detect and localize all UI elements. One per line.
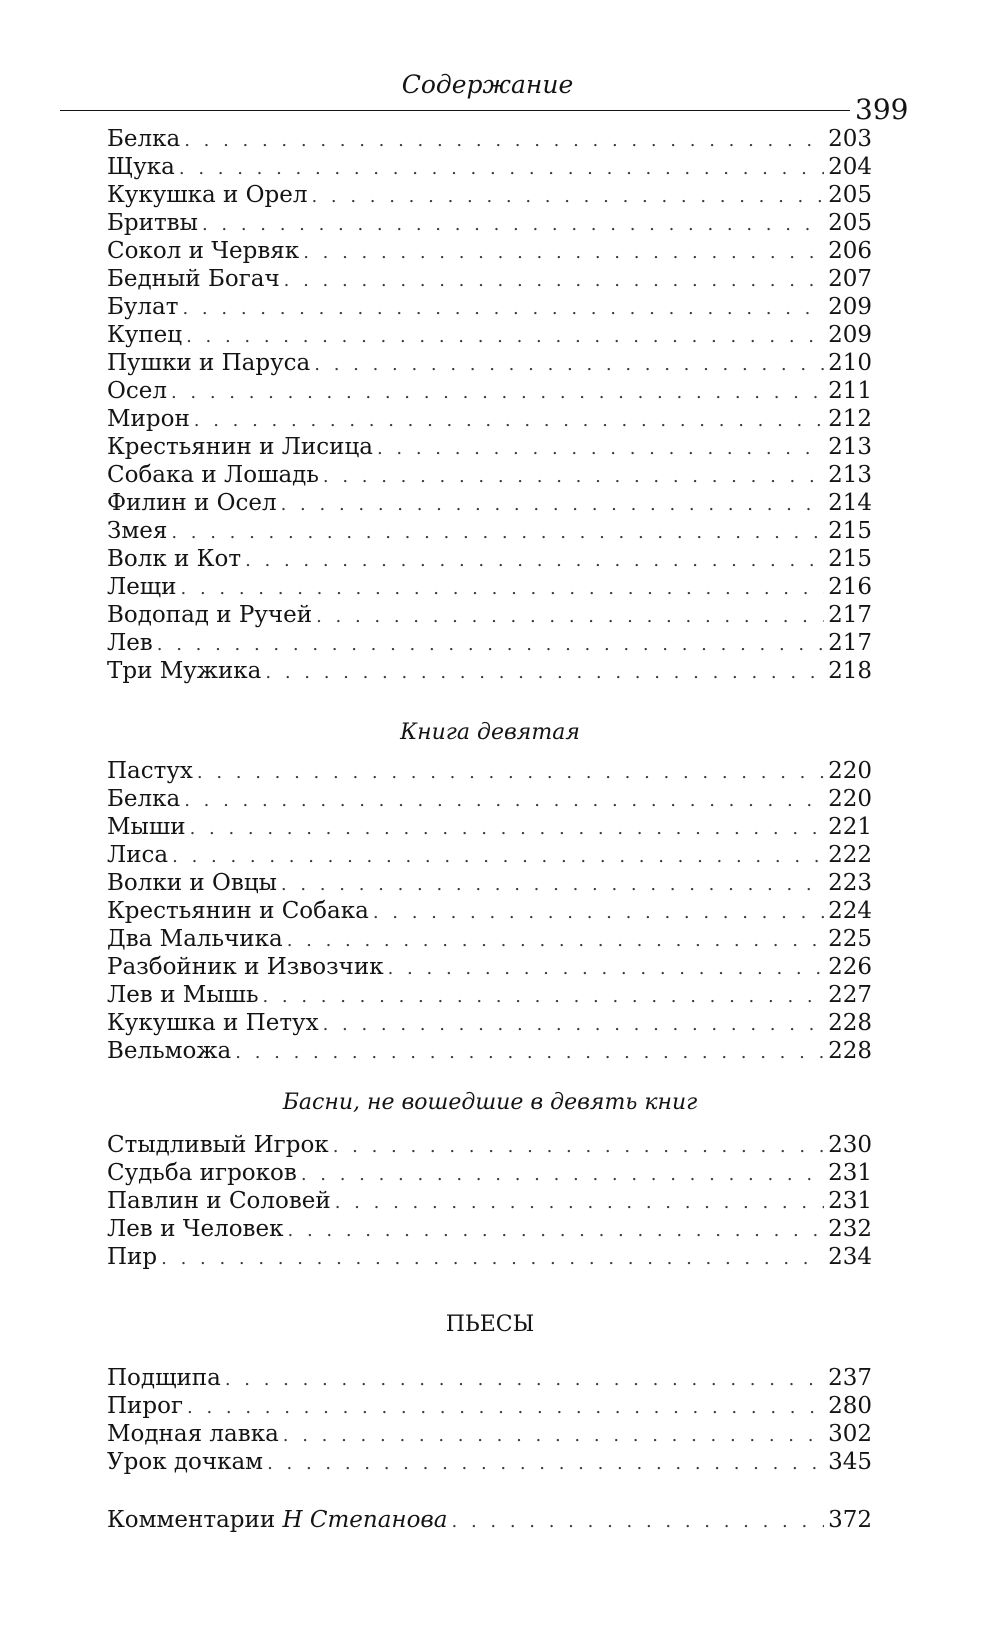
toc-entry bbox=[107, 757, 872, 785]
entry-title: Крестьянин и Собака bbox=[107, 898, 369, 924]
entry-title: Вельможа bbox=[107, 1038, 232, 1064]
entry-page: 218 bbox=[828, 658, 872, 684]
entry-page: 226 bbox=[828, 954, 872, 980]
entry-title: Пушки и Паруса bbox=[107, 350, 311, 376]
toc-section-book-eight bbox=[107, 125, 872, 685]
toc-entry bbox=[107, 321, 872, 349]
toc-entry bbox=[107, 433, 872, 461]
entry-page: 302 bbox=[828, 1421, 872, 1447]
entry-title: Стыдливый Игрок bbox=[107, 1132, 329, 1158]
toc-entry bbox=[107, 1392, 872, 1420]
entry-title: Два Мальчика bbox=[107, 926, 283, 952]
entry-title: Лев и Человек bbox=[107, 1216, 284, 1242]
dot-leader bbox=[316, 603, 824, 631]
section-heading-book-nine: Книга девятая bbox=[400, 720, 580, 745]
entry-page: 213 bbox=[828, 462, 872, 488]
entry-page: 237 bbox=[828, 1365, 872, 1391]
toc-entry bbox=[107, 601, 872, 629]
entry-page: 228 bbox=[828, 1010, 872, 1036]
entry-page: 213 bbox=[828, 434, 872, 460]
toc-entry bbox=[107, 461, 872, 489]
entry-page: 216 bbox=[828, 574, 872, 600]
toc-entry bbox=[107, 1364, 872, 1392]
entry-title: Мирон bbox=[107, 406, 190, 432]
entry-page: 210 bbox=[828, 350, 872, 376]
entry-page: 372 bbox=[828, 1507, 872, 1533]
dot-leader bbox=[190, 815, 825, 843]
entry-page: 215 bbox=[828, 518, 872, 544]
toc-entry bbox=[107, 377, 872, 405]
dot-leader bbox=[265, 659, 824, 687]
entry-title: Филин и Осел bbox=[107, 490, 277, 516]
dot-leader bbox=[161, 1245, 824, 1273]
dot-leader bbox=[281, 491, 824, 519]
dot-leader bbox=[181, 575, 825, 603]
dot-leader bbox=[184, 127, 824, 155]
dot-leader bbox=[184, 787, 824, 815]
dot-leader bbox=[171, 379, 824, 407]
toc-entry bbox=[107, 1187, 872, 1215]
entry-title: Три Мужика bbox=[107, 658, 262, 684]
entry-title: Мыши bbox=[107, 814, 186, 840]
entry-page: 225 bbox=[828, 926, 872, 952]
dot-leader bbox=[323, 463, 824, 491]
dot-leader bbox=[171, 519, 824, 547]
entry-title: Подщипа bbox=[107, 1365, 221, 1391]
entry-page: 280 bbox=[828, 1393, 872, 1419]
toc-entry bbox=[107, 1009, 872, 1037]
entry-title: Кукушка и Петух bbox=[107, 1010, 319, 1036]
entry-title: Белка bbox=[107, 126, 181, 152]
toc-entry bbox=[107, 1420, 872, 1448]
dot-leader bbox=[284, 267, 824, 295]
entry-title: Купец bbox=[107, 322, 183, 348]
entry-title: Сокол и Червяк bbox=[107, 238, 300, 264]
entry-title bbox=[107, 1506, 448, 1534]
entry-page: 217 bbox=[828, 602, 872, 628]
entry-title: Волки и Овцы bbox=[107, 870, 277, 896]
entry-title: Лиса bbox=[107, 842, 169, 868]
entry-title: Крестьянин и Лисица bbox=[107, 434, 373, 460]
entry-title: Белка bbox=[107, 786, 181, 812]
dot-leader bbox=[202, 211, 824, 239]
toc-entry bbox=[107, 657, 872, 685]
entry-title: Щука bbox=[107, 154, 175, 180]
running-title: Содержание bbox=[401, 70, 574, 99]
toc-entry bbox=[107, 405, 872, 433]
toc-entry bbox=[107, 489, 872, 517]
entry-title: Лев bbox=[107, 630, 153, 656]
entry-title: Пастух bbox=[107, 758, 193, 784]
dot-leader bbox=[283, 1422, 824, 1450]
dot-leader bbox=[301, 1161, 824, 1189]
commentary-author: Н Степанова bbox=[282, 1507, 448, 1533]
entry-title: Булат bbox=[107, 294, 179, 320]
entry-title: Волк и Кот bbox=[107, 546, 242, 572]
toc-entry bbox=[107, 629, 872, 657]
toc-entry bbox=[107, 349, 872, 377]
entry-title: Змея bbox=[107, 518, 168, 544]
entry-title: Пир bbox=[107, 1244, 158, 1270]
toc-entry bbox=[107, 897, 872, 925]
entry-page: 209 bbox=[828, 294, 872, 320]
dot-leader bbox=[179, 155, 824, 183]
toc-entry bbox=[107, 1037, 872, 1065]
toc-entry bbox=[107, 181, 872, 209]
entry-page: 220 bbox=[828, 758, 872, 784]
dot-leader bbox=[182, 295, 824, 323]
dot-leader bbox=[186, 323, 824, 351]
entry-title: Судьба игроков bbox=[107, 1160, 297, 1186]
entry-page: 228 bbox=[828, 1038, 872, 1064]
dot-leader bbox=[281, 871, 824, 899]
toc-entry bbox=[107, 517, 872, 545]
dot-leader bbox=[373, 899, 824, 927]
dot-leader bbox=[303, 239, 824, 267]
dot-leader bbox=[452, 1508, 825, 1536]
toc-entry bbox=[107, 841, 872, 869]
entry-page: 212 bbox=[828, 406, 872, 432]
entry-title: Собака и Лошадь bbox=[107, 462, 319, 488]
dot-leader bbox=[245, 547, 824, 575]
entry-page: 205 bbox=[828, 182, 872, 208]
toc-entry bbox=[107, 813, 872, 841]
entry-page: 206 bbox=[828, 238, 872, 264]
entry-page: 222 bbox=[828, 842, 872, 868]
entry-page: 214 bbox=[828, 490, 872, 516]
entry-page: 224 bbox=[828, 898, 872, 924]
entry-page: 211 bbox=[828, 378, 872, 404]
toc-section-fables-not-included bbox=[107, 1131, 872, 1271]
toc-entry bbox=[107, 125, 872, 153]
toc-entry bbox=[107, 545, 872, 573]
dot-leader bbox=[172, 843, 824, 871]
entry-page: 345 bbox=[828, 1449, 872, 1475]
entry-page: 230 bbox=[828, 1132, 872, 1158]
entry-page: 234 bbox=[828, 1244, 872, 1270]
entry-title: Павлин и Соловей bbox=[107, 1188, 331, 1214]
entry-page: 205 bbox=[828, 210, 872, 236]
entry-title: Лев и Мышь bbox=[107, 982, 259, 1008]
entry-page: 232 bbox=[828, 1216, 872, 1242]
entry-page: 220 bbox=[828, 786, 872, 812]
entry-page: 204 bbox=[828, 154, 872, 180]
entry-page: 207 bbox=[828, 266, 872, 292]
dot-leader bbox=[377, 435, 824, 463]
toc-entry bbox=[107, 1131, 872, 1159]
toc-entry bbox=[107, 265, 872, 293]
entry-page: 215 bbox=[828, 546, 872, 572]
dot-leader bbox=[287, 927, 824, 955]
dot-leader bbox=[235, 1039, 824, 1067]
entry-page: 231 bbox=[828, 1188, 872, 1214]
entry-title: Кукушка и Орел bbox=[107, 182, 308, 208]
toc-entry bbox=[107, 1448, 872, 1476]
entry-title: Бедный Богач bbox=[107, 266, 280, 292]
toc-entry bbox=[107, 785, 872, 813]
dot-leader bbox=[388, 955, 824, 983]
dot-leader bbox=[314, 351, 824, 379]
dot-leader bbox=[335, 1189, 824, 1217]
toc-entry bbox=[107, 869, 872, 897]
dot-leader bbox=[197, 759, 824, 787]
entry-title: Водопад и Ручей bbox=[107, 602, 313, 628]
toc-entry bbox=[107, 925, 872, 953]
header-rule bbox=[60, 110, 850, 111]
toc-entry bbox=[107, 237, 872, 265]
dot-leader bbox=[288, 1217, 825, 1245]
dot-leader bbox=[311, 183, 824, 211]
dot-leader bbox=[225, 1366, 824, 1394]
page-number: 399 bbox=[855, 93, 909, 126]
toc-entry bbox=[107, 1159, 872, 1187]
entry-page: 223 bbox=[828, 870, 872, 896]
entry-title: Лещи bbox=[107, 574, 177, 600]
entry-page: 221 bbox=[828, 814, 872, 840]
toc-section-commentary bbox=[107, 1506, 872, 1534]
section-heading-fables-not-included: Басни, не вошедшие в девять книг bbox=[282, 1090, 698, 1115]
entry-title: Бритвы bbox=[107, 210, 198, 236]
toc-entry bbox=[107, 953, 872, 981]
toc-entry bbox=[107, 573, 872, 601]
dot-leader bbox=[194, 407, 824, 435]
dot-leader bbox=[187, 1394, 824, 1422]
toc-section-book-nine bbox=[107, 757, 872, 1065]
toc-entry bbox=[107, 153, 872, 181]
dot-leader bbox=[267, 1450, 824, 1478]
entry-title: Пирог bbox=[107, 1393, 184, 1419]
entry-title: Осел bbox=[107, 378, 167, 404]
entry-page: 209 bbox=[828, 322, 872, 348]
entry-page: 231 bbox=[828, 1160, 872, 1186]
entry-title: Урок дочкам bbox=[107, 1449, 264, 1475]
dot-leader bbox=[262, 983, 824, 1011]
toc-entry bbox=[107, 293, 872, 321]
entry-title: Модная лавка bbox=[107, 1421, 279, 1447]
dot-leader bbox=[157, 631, 824, 659]
toc-entry bbox=[107, 981, 872, 1009]
dot-leader bbox=[323, 1011, 825, 1039]
section-heading-plays: ПЬЕСЫ bbox=[445, 1312, 535, 1337]
entry-page: 217 bbox=[828, 630, 872, 656]
entry-title: Разбойник и Извозчик bbox=[107, 954, 384, 980]
toc-entry bbox=[107, 1215, 872, 1243]
dot-leader bbox=[333, 1133, 824, 1161]
toc-section-plays bbox=[107, 1364, 872, 1476]
toc-entry bbox=[107, 209, 872, 237]
toc-entry-commentary bbox=[107, 1506, 872, 1534]
commentary-title: Комментарии bbox=[107, 1507, 276, 1533]
entry-page: 203 bbox=[828, 126, 872, 152]
entry-page: 227 bbox=[828, 982, 872, 1008]
toc-entry bbox=[107, 1243, 872, 1271]
